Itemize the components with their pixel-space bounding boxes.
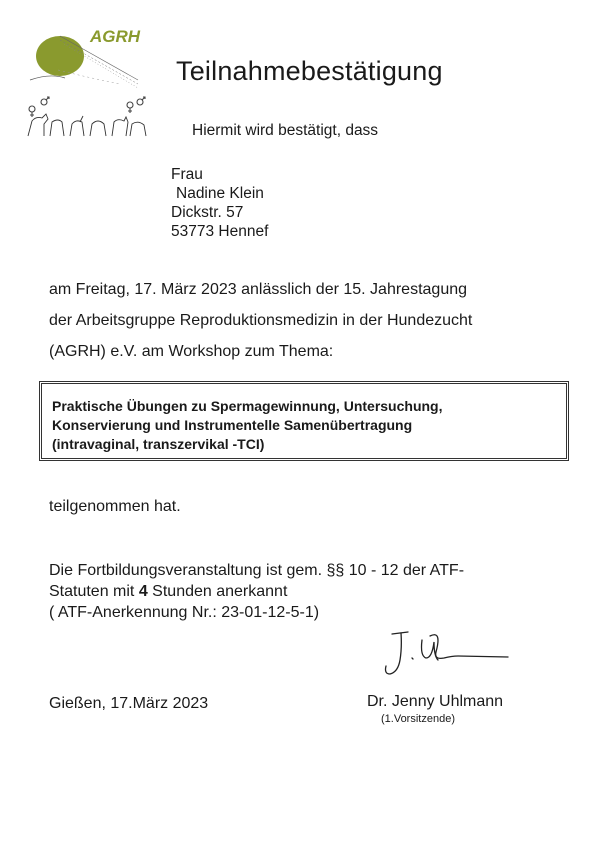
logo-sun-shape — [36, 36, 84, 76]
recipient-salutation: Frau — [171, 166, 203, 183]
atf-line-2 — [49, 581, 464, 602]
event-line-3: (AGRH) e.V. am Workshop zum Thema: — [49, 343, 334, 360]
atf-line-1: Die Fortbildungsveranstaltung ist gem. §§ 10 - 12 der ATF- — [49, 562, 465, 579]
recipient-address — [171, 165, 268, 241]
document-title: Teilnahmebestätigung — [176, 56, 443, 86]
recipient-name: Nadine Klein — [176, 185, 264, 202]
topic-line-1: Praktische Übungen zu Spermagewinnung, Untersuchung, — [52, 398, 443, 414]
signer-role: (1.Vorsitzende) — [381, 713, 455, 725]
atf-line-2-suffix: Stunden anerkannt — [147, 583, 288, 600]
recipient-city: 53773 Hennef — [171, 223, 269, 240]
recipient-street: Dickstr. 57 — [171, 204, 244, 221]
topic-line-2: Konservierung und Instrumentelle Samenübertragung — [52, 417, 413, 433]
event-line-2: der Arbeitsgruppe Reproduktionsmedizin in der Hundezucht — [49, 312, 473, 329]
intro-text: Hiermit wird bestätigt, dass — [192, 122, 379, 139]
logo-text: AGRH — [90, 27, 141, 46]
closing-text: teilgenommen hat. — [49, 498, 181, 515]
atf-accreditation — [49, 560, 464, 623]
topic-line-3: (intravaginal, transzervikal -TCI) — [52, 436, 265, 452]
atf-number: ( ATF-Anerkennung Nr.: 23-01-12-5-1) — [49, 604, 320, 621]
atf-hours: 4 — [138, 583, 148, 600]
logo-dogs — [28, 114, 146, 136]
handwritten-signature — [378, 628, 513, 680]
event-description — [49, 274, 569, 367]
atf-line-2-prefix: Statuten mit — [49, 583, 139, 600]
workshop-topic-box — [39, 381, 569, 461]
event-line-1: am Freitag, 17. März 2023 anlässlich der 15. Jahrestagung — [49, 281, 468, 298]
agrh-logo — [20, 18, 150, 143]
place-and-date: Gießen, 17.März 2023 — [49, 695, 209, 712]
signer-name: Dr. Jenny Uhlmann — [367, 693, 504, 710]
